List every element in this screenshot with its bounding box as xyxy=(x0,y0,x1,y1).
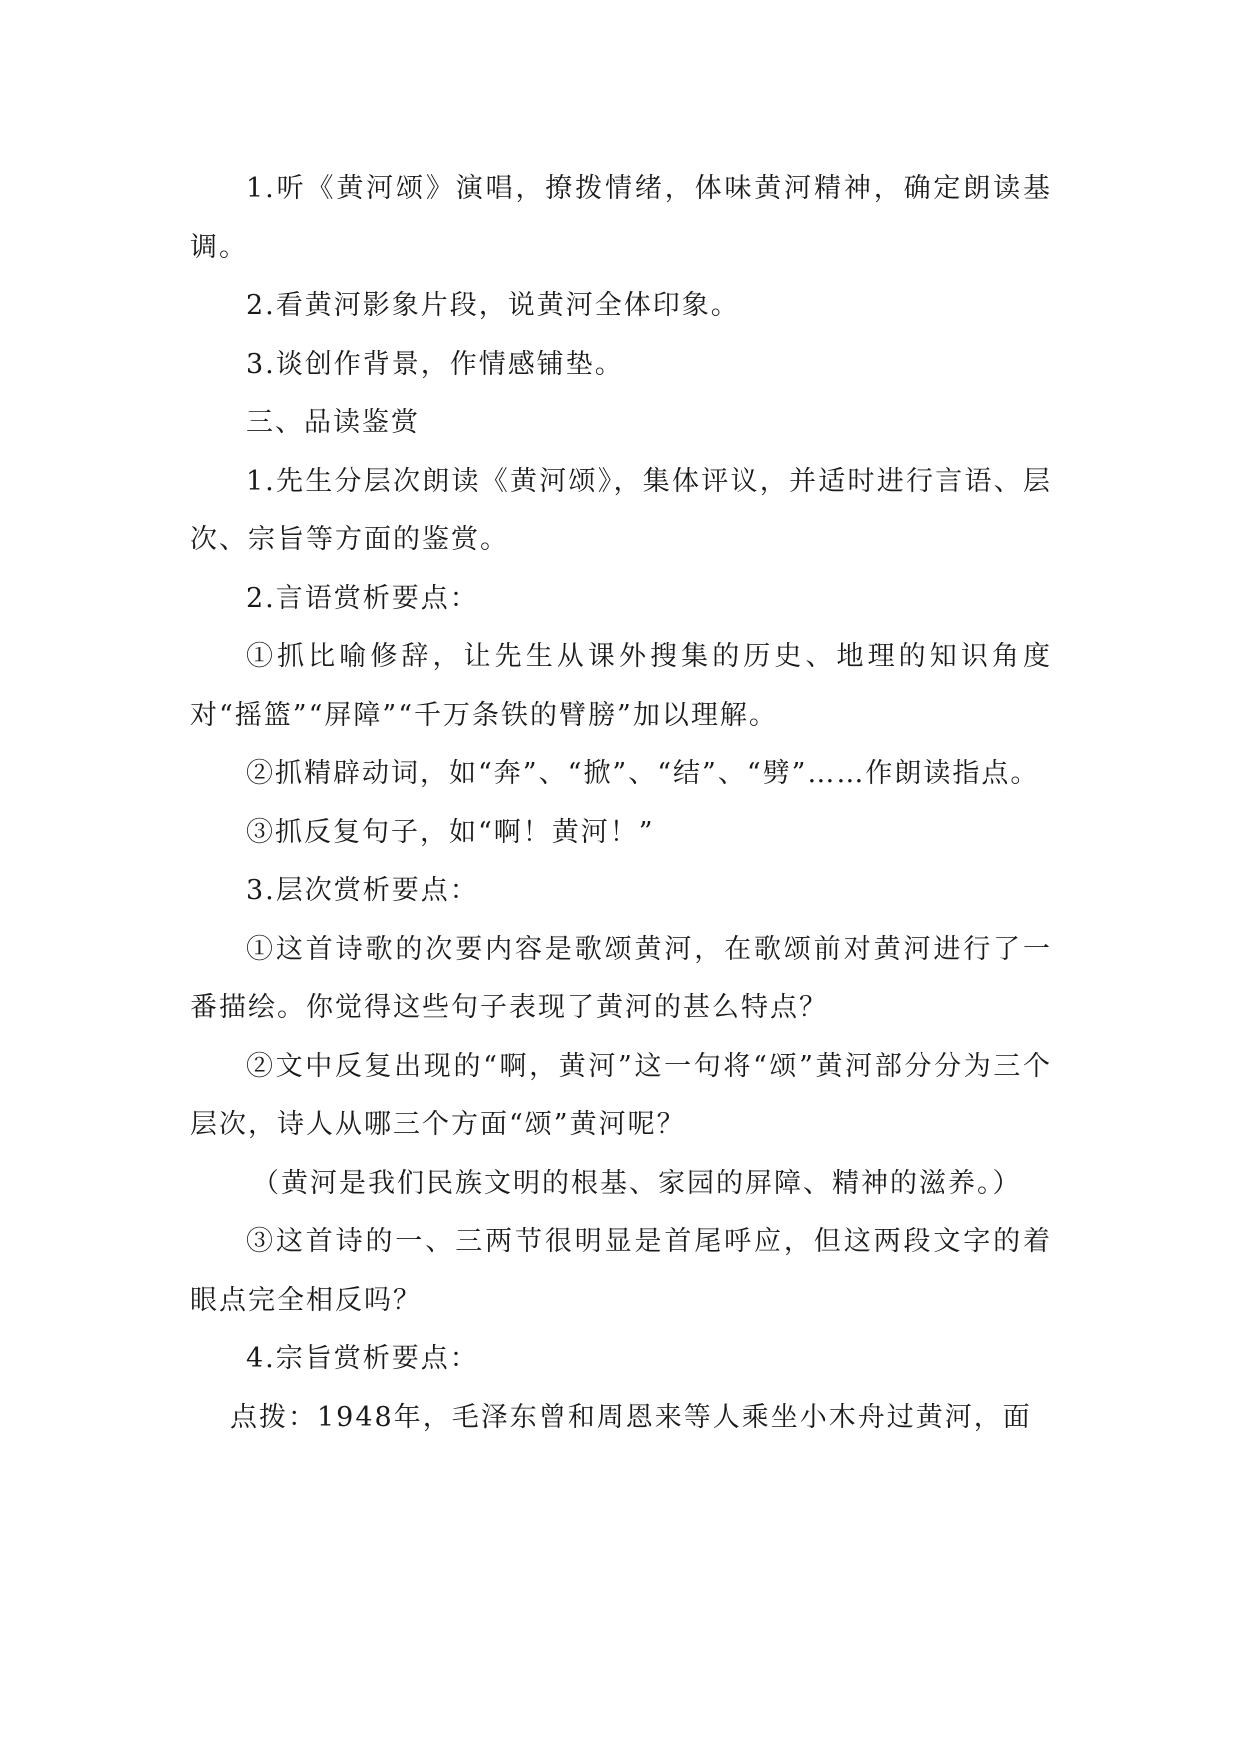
paragraph-echo: ③这首诗的一、三两节很明显是首尾呼应，但这两段文字的着眼点完全相反吗？ xyxy=(190,1226,1052,1316)
paragraph-guidance: 点拨：1948年，毛泽东曾和周恩来等人乘坐小木舟过黄河，面 xyxy=(230,1401,1032,1433)
paragraph-watch-video: 2.看黄河影象片段，说黄河全体印象。 xyxy=(246,290,740,321)
section-heading-appreciation: 三、品读鉴赏 xyxy=(246,407,420,438)
paragraph-language-points: 2.言语赏析要点： xyxy=(246,582,479,614)
paragraph-layered-reading: 1.先生分层次朗读《黄河颂》，集体评议，并适时进行言语、层次、宗旨等方面的鉴赏。 xyxy=(190,465,1052,555)
paragraph-answer-note: （黄河是我们民族文明的根基、家园的屏障、精神的滋养。） xyxy=(252,1167,1022,1199)
paragraph-theme-points: 4.宗旨赏析要点： xyxy=(246,1343,479,1374)
paragraph-listen-song: 1.听《黄河颂》演唱，撩拨情绪，体味黄河精神，确定朗读基调。 xyxy=(190,173,1052,263)
body-text xyxy=(190,160,1052,1447)
paragraph-main-content: ①这首诗歌的次要内容是歌颂黄河，在歌颂前对黄河进行了一番描绘。你觉得这些句子表现了黄河的甚么特点？ xyxy=(190,933,1052,1023)
paragraph-background: 3.谈创作背景，作情感铺垫。 xyxy=(246,348,624,380)
paragraph-structure-points: 3.层次赏析要点： xyxy=(246,875,479,906)
paragraph-metaphor: ①抓比喻修辞，让先生从课外搜集的历史、地理的知识角度对“摇篮”“屏障”“千万条铁的臂膀”加以理解。 xyxy=(190,641,1052,731)
paragraph-three-levels: ②文中反复出现的“啊，黄河”这一句将“颂”黄河部分分为三个层次，诗人从哪三个方面“颂”黄河呢？ xyxy=(190,1050,1052,1140)
paragraph-verbs: ②抓精辟动词，如“奔”、“掀”、“结”、“劈”……作朗读指点。 xyxy=(246,758,1040,789)
paragraph-repetition: ③抓反复句子，如“啊！黄河！” xyxy=(246,816,655,848)
